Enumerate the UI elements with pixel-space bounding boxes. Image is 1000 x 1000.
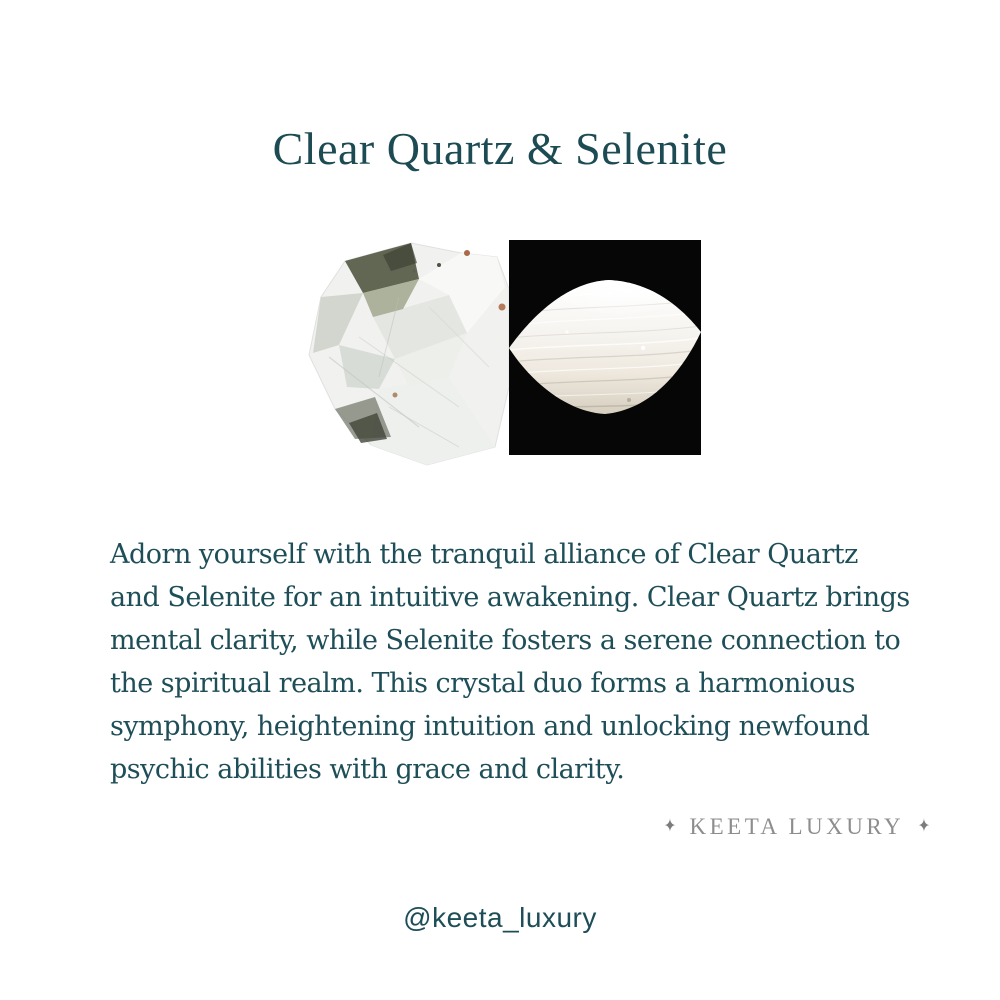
page-title: Clear Quartz & Selenite	[272, 123, 728, 174]
description-line: Adorn yourself with the tranquil alliance of Clear Quartz	[110, 539, 858, 570]
description-line: symphony, heightening intuition and unlocking newfound	[110, 711, 870, 742]
description-line: and Selenite for an intuitive awakening. Clear Quartz brings	[110, 582, 910, 613]
crystal-photo-row	[299, 237, 701, 470]
selenite-photo	[509, 240, 701, 455]
social-handle: @keeta_luxury	[403, 902, 597, 933]
brand-name: KEETA LUXURY	[689, 814, 905, 839]
clear-quartz-photo	[299, 237, 509, 470]
sparkle-icon-left: ✦	[663, 816, 676, 837]
description-line: psychic abilities with grace and clarity.	[110, 754, 625, 785]
description-line: the spiritual realm. This crystal duo forms a harmonious	[110, 668, 855, 699]
sparkle-icon-right: ✦	[918, 816, 931, 837]
brand-signature	[662, 813, 932, 841]
clear-quartz-image	[299, 237, 509, 470]
product-description	[110, 533, 910, 791]
selenite-image	[509, 240, 701, 455]
description-line: mental clarity, while Selenite fosters a serene connection to	[110, 625, 901, 656]
